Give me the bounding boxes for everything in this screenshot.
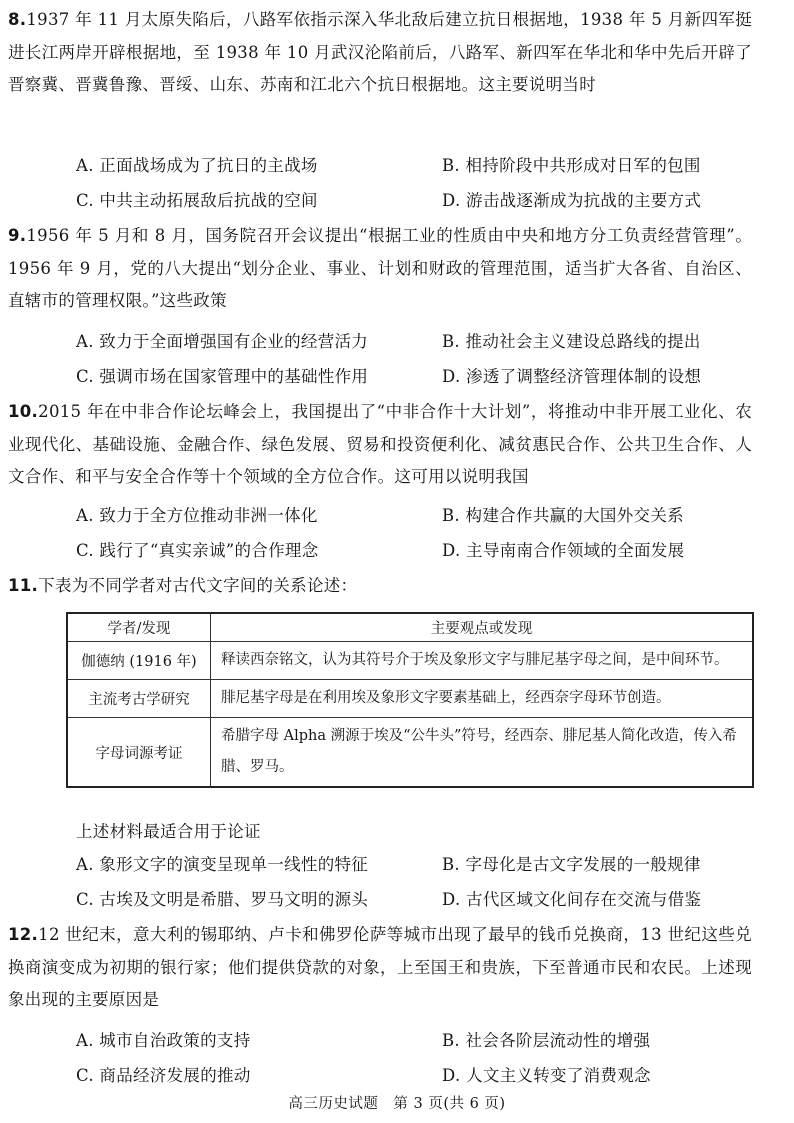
- question-11-conclusion: 上述材料最适合用于论证: [76, 822, 261, 841]
- page-footer: 高三历史试题 第 3 页(共 6 页): [288, 1096, 506, 1112]
- question-11-option-c: C. 古埃及文明是希腊、罗马文明的源头: [76, 890, 369, 909]
- question-12-stem: [8, 919, 752, 1017]
- question-9-option-c: C. 强调市场在国家管理中的基础性作用: [76, 367, 369, 386]
- question-10-option-c: C. 践行了“真实亲诚”的合作理念: [76, 541, 319, 560]
- question-12-option-b: B. 社会各阶层流动性的增强: [442, 1031, 651, 1050]
- question-12-number: 12.: [8, 925, 39, 944]
- question-8-option-d: D. 游击战逐渐成为抗战的主要方式: [442, 191, 702, 210]
- question-12-text: 12 世纪末，意大利的锡耶纳、卢卡和佛罗伦萨等城市出现了最早的钱币兑换商，13 世纪这些兑换商演变成为初期的银行家；他们提供贷款的对象，上至国王和贵族，下至普通市民和农民。上述现象出现的主要原因是: [8, 925, 752, 1009]
- question-10-option-d: D. 主导南南合作领域的全面发展: [442, 541, 685, 560]
- table-cell-view: 腓尼基字母是在利用埃及象形文字要素基础上，经西奈字母环节创造。: [211, 680, 754, 718]
- question-12-option-d: D. 人文主义转变了消费观念: [442, 1066, 651, 1085]
- table-row: [67, 718, 753, 788]
- question-9-option-d: D. 渗透了调整经济管理体制的设想: [442, 367, 702, 386]
- source-table: [66, 612, 754, 788]
- question-8-option-a: A. 正面战场成为了抗日的主战场: [76, 156, 318, 175]
- question-11-number: 11.: [8, 576, 39, 595]
- table-cell-view: 希腊字母 Alpha 溯源于埃及“公牛头”符号，经西奈、腓尼基人简化改造，传入希腊、罗马。: [211, 718, 754, 788]
- question-10-option-b: B. 构建合作共赢的大国外交关系: [442, 506, 684, 525]
- question-10-stem: [8, 396, 752, 494]
- question-8-stem: [8, 4, 752, 102]
- question-11-option-d: D. 古代区域文化间存在交流与借鉴: [442, 890, 702, 909]
- table-row: [67, 680, 753, 718]
- question-8-option-c: C. 中共主动拓展敌后抗战的空间: [76, 191, 318, 210]
- question-10-number: 10.: [8, 402, 39, 421]
- question-11-text: 下表为不同学者对古代文字间的关系论述：: [38, 576, 358, 595]
- question-10-text: 2015 年在中非合作论坛峰会上，我国提出了“中非合作十大计划”，将推动中非开展工业化、农业现代化、基础设施、金融合作、绿色发展、贸易和投资便利化、减贫惠民合作、公共卫生合作、人文合作、和平与安全合作等十个领域的全方位合作。这可用以说明我国: [8, 402, 752, 486]
- question-11-option-a: A. 象形文字的演变呈现单一线性的特征: [76, 855, 369, 874]
- question-12-option-a: A. 城市自治政策的支持: [76, 1031, 251, 1050]
- question-9-stem: [8, 220, 752, 318]
- question-8-number: 8.: [8, 10, 27, 29]
- table-header-row: [67, 613, 753, 642]
- question-12-option-c: C. 商品经济发展的推动: [76, 1066, 251, 1085]
- question-10-option-a: A. 致力于全方位推动非洲一体化: [76, 506, 318, 525]
- question-11-stem: [8, 570, 752, 603]
- table-header-cell: 学者/发现: [67, 613, 211, 642]
- question-9-option-a: A. 致力于全面增强国有企业的经营活力: [76, 332, 369, 351]
- question-9-text: 1956 年 5 月和 8 月，国务院召开会议提出“根据工业的性质由中央和地方分工负责经营管理”。1956 年 9 月，党的八大提出“划分企业、事业、计划和财政的管理范围，适当扩大各省、自治区、直辖市的管理权限。”这些政策: [8, 226, 752, 310]
- table-header-cell: 主要观点或发现: [211, 613, 754, 642]
- question-8-option-b: B. 相持阶段中共形成对日军的包围: [442, 156, 701, 175]
- question-9-number: 9.: [8, 226, 27, 245]
- table-cell-scholar: 伽德纳 (1916 年): [67, 642, 211, 680]
- table-cell-scholar: 主流考古学研究: [67, 680, 211, 718]
- table-cell-view: 释读西奈铭文，认为其符号介于埃及象形文字与腓尼基字母之间，是中间环节。: [211, 642, 754, 680]
- question-11-option-b: B. 字母化是古文字发展的一般规律: [442, 855, 701, 874]
- question-9-option-b: B. 推动社会主义建设总路线的提出: [442, 332, 701, 351]
- table-cell-scholar: 字母词源考证: [67, 718, 211, 788]
- table-row: [67, 642, 753, 680]
- question-8-text: 1937 年 11 月太原失陷后，八路军依指示深入华北敌后建立抗日根据地，1938 年 5 月新四军挺进长江两岸开辟根据地，至 1938 年 10 月武汉沦陷前后，八路军、新四军在华北和华中先后开辟了晋察冀、晋冀鲁豫、晋绥、山东、苏南和江北六个抗日根据地。这主要说明当时: [8, 10, 752, 94]
